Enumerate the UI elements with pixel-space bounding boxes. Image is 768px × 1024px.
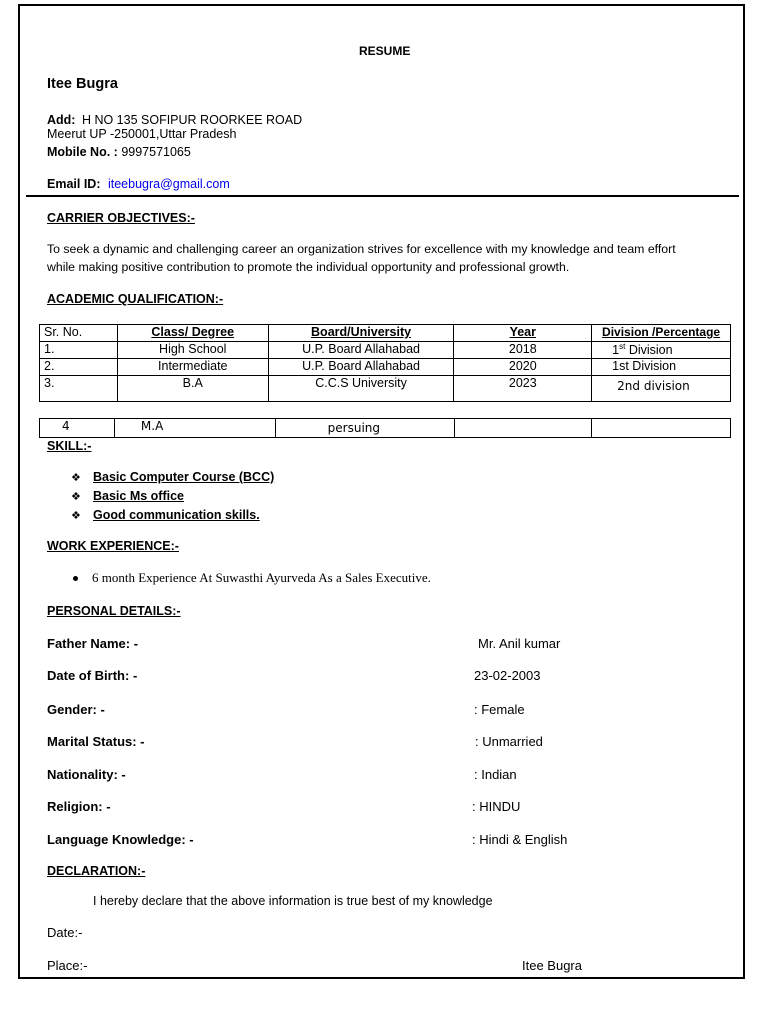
table-cell [454,419,592,438]
declaration-text: I hereby declare that the above information is true best of my knowledge [93,894,493,908]
table-header-row [40,325,731,342]
table-cell: 2nd division [592,376,731,402]
table-cell: persuing [275,419,454,438]
nationality-value: : Indian [474,767,517,782]
table-cell: 2018 [454,342,592,359]
table-cell: U.P. Board Allahabad [268,359,454,376]
division-text: Division [625,343,673,358]
address-value: H NO 135 SOFIPUR ROORKEE ROAD [81,113,303,127]
table-cell: C.C.S University [268,376,454,402]
religion-value: : HINDU [472,799,521,814]
table-row [40,376,731,402]
bullet-dot-icon [73,576,78,581]
skill-item: Basic Ms office [93,489,185,503]
table-cell: 2023 [454,376,592,402]
column-header: Board/University [268,325,454,342]
academic-heading: ACADEMIC QUALIFICATION:- [47,292,224,306]
table-cell: High School [117,342,268,359]
marital-status-value: : Unmarried [475,734,543,749]
work-heading: WORK EXPERIENCE:- [47,539,179,553]
diamond-bullet-icon: ❖ [71,491,81,503]
marital-status-label: Marital Status: - [47,734,145,749]
skill-item: Basic Computer Course (BCC) [93,470,275,484]
email-link[interactable]: iteebugra@gmail.com [107,177,230,191]
religion-label: Religion: - [47,799,111,814]
email-label: Email ID: [47,177,101,191]
table-cell: 3. [40,376,118,402]
objective-text-line-1: To seek a dynamic and challenging career an organization strives for excellence with my knowledge and team effort [47,242,676,256]
column-header: Class/ Degree [117,325,268,342]
table-cell: 2. [40,359,118,376]
academic-extra-table [39,418,731,438]
dob-value: 23-02-2003 [474,668,541,683]
table-cell: 1. [40,342,118,359]
division-number: 1 [612,343,620,358]
division-suffix: st [619,342,626,351]
gender-label: Gender: - [47,702,105,717]
place-label: Place:- [47,958,88,973]
father-name-label: Father Name: - [47,636,139,651]
mobile-label: Mobile No. : [47,145,118,159]
email-line [47,177,230,191]
diamond-bullet-icon: ❖ [71,472,81,484]
skill-item: Good communication skills. [93,508,260,522]
mobile-value: 9997571065 [121,145,191,159]
objective-heading: CARRIER OBJECTIVES:- [47,211,195,225]
table-row [40,342,731,359]
address-line-1 [47,113,302,127]
column-header: Division /Percentage [592,325,731,342]
table-cell: 1st Division [592,359,731,376]
table-cell: 4 [40,419,115,438]
work-item: 6 month Experience At Suwasthi Ayurveda As a Sales Executive. [92,570,431,585]
address-line-2: Meerut UP -250001,Uttar Pradesh [47,127,237,141]
objective-text-line-2: while making positive contribution to promote the individual opportunity and professional growth. [47,260,570,274]
declaration-heading: DECLARATION:- [47,864,146,878]
nationality-label: Nationality: - [47,767,126,782]
academic-table [39,324,731,402]
table-cell: U.P. Board Allahabad [268,342,454,359]
skill-heading: SKILL:- [47,439,92,453]
father-name-value: Mr. Anil kumar [478,636,561,651]
language-label: Language Knowledge: - [47,832,194,847]
dob-label: Date of Birth: - [47,668,138,683]
table-cell: M.A [114,419,275,438]
table-cell: Intermediate [117,359,268,376]
diamond-bullet-icon: ❖ [71,510,81,522]
signature-name: Itee Bugra [522,958,582,973]
mobile-line [47,145,191,159]
gender-value: : Female [474,702,525,717]
header-divider [26,195,739,197]
language-value: : Hindi & English [472,832,568,847]
table-row [40,359,731,376]
resume-title: RESUME [359,44,411,58]
address-label: Add: [47,113,76,127]
table-cell: B.A [117,376,268,402]
personal-heading: PERSONAL DETAILS:- [47,604,181,618]
candidate-name: Itee Bugra [47,76,118,92]
table-cell [592,342,731,359]
table-row [40,419,731,438]
column-header: Year [454,325,592,342]
table-cell [592,419,731,438]
date-label: Date:- [47,925,83,940]
column-header: Sr. No. [40,325,118,342]
table-cell: 2020 [454,359,592,376]
